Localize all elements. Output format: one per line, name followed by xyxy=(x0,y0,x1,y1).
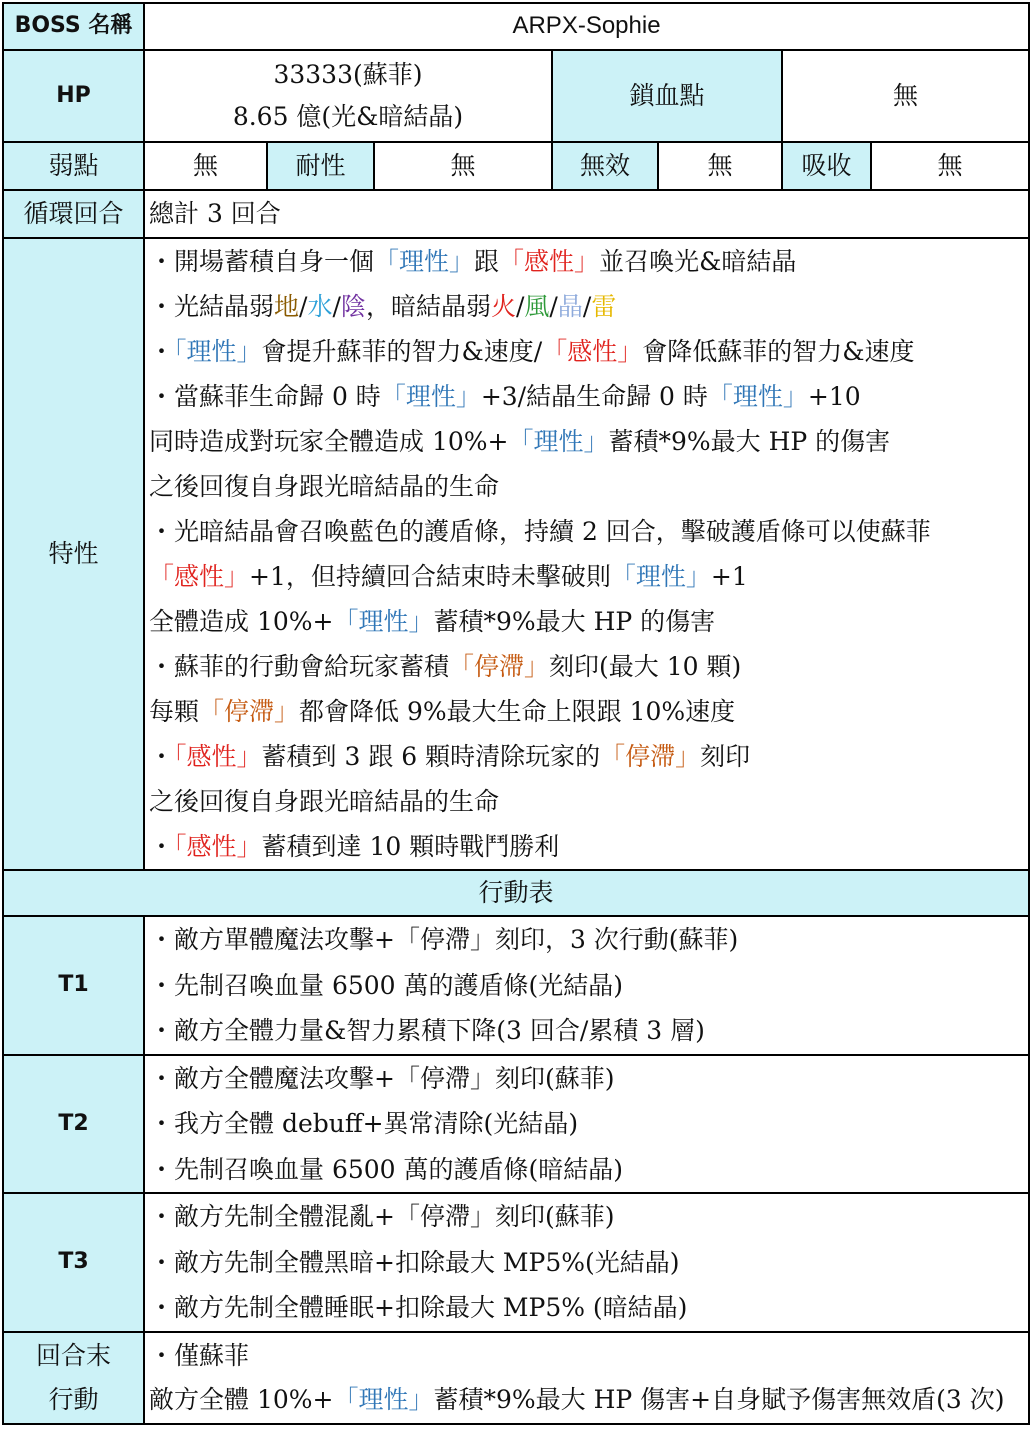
highlighted-term: 「理性」 xyxy=(374,247,475,276)
trait-line xyxy=(149,554,1028,599)
text-segment: / xyxy=(332,292,341,321)
trait-line xyxy=(149,779,1028,824)
end-turn-label-line2: 行動 xyxy=(48,1384,99,1414)
text-segment: / xyxy=(582,292,592,321)
hp-row xyxy=(3,50,1029,142)
highlighted-term: 「停滯」 xyxy=(449,652,550,681)
action-line: ・敵方先制全體黑暗+扣除最大 MP5%(光結晶) xyxy=(149,1247,680,1277)
text-segment: +1 xyxy=(710,562,748,591)
text-segment: 刻印 xyxy=(700,742,751,771)
end-turn-actions xyxy=(144,1332,1029,1424)
text-segment: 全體造成 10%+ xyxy=(149,607,334,636)
highlighted-term: 「感性」 xyxy=(174,832,262,861)
boss-name-value: ARPX-Sophie xyxy=(144,3,1029,50)
text-segment: ・ xyxy=(149,742,175,771)
cycle-row xyxy=(3,190,1029,238)
highlighted-term: 雷 xyxy=(591,292,617,321)
trait-line xyxy=(149,374,1028,419)
highlighted-term: 風 xyxy=(524,292,550,321)
action-header-row xyxy=(3,870,1029,916)
action-line: ・我方全體 debuff+異常清除(光結晶) xyxy=(149,1109,579,1138)
text-segment: 之後回復自身跟光暗結晶的生命 xyxy=(149,472,500,501)
text-segment: 蓄積*9%最大 HP 傷害+自身賦予傷害無效盾(3 次) xyxy=(433,1384,1005,1414)
turn-row-3 xyxy=(3,1193,1029,1332)
text-segment: ・ xyxy=(149,832,175,861)
turn-row-2 xyxy=(3,1055,1029,1194)
text-segment: +1，但持續回合結束時未擊破則 xyxy=(249,562,611,591)
action-line: ・敵方全體魔法攻擊+「停滯」刻印(蘇菲) xyxy=(149,1063,615,1093)
weakness-label: 弱點 xyxy=(3,142,144,190)
highlighted-term: 「感性」 xyxy=(542,337,643,366)
turn-label: T3 xyxy=(3,1193,144,1332)
end-turn-row xyxy=(3,1332,1029,1424)
boss-name-label: BOSS 名稱 xyxy=(3,3,144,50)
highlighted-term: 「理性」 xyxy=(610,562,711,591)
trait-line xyxy=(149,329,1028,374)
boss-name-row xyxy=(3,3,1029,50)
text-segment: ・光暗結晶會召喚藍色的護盾條，持續 2 回合，擊破護盾條可以使蘇菲 xyxy=(149,517,931,546)
resist-label: 耐性 xyxy=(267,142,374,190)
text-segment: / xyxy=(549,292,558,321)
trait-line xyxy=(149,239,1028,284)
action-line: ・先制召喚血量 6500 萬的護盾條(光結晶) xyxy=(149,970,624,1000)
end-turn-label-line1: 回合末 xyxy=(35,1340,111,1370)
trait-line xyxy=(149,284,1028,329)
highlighted-term: 「理性」 xyxy=(707,382,808,411)
text-segment: ・ xyxy=(149,337,175,366)
text-segment: 會提升蘇菲的智力&速度/ xyxy=(261,337,543,366)
text-segment: +3/結晶生命歸 0 時 xyxy=(480,382,708,411)
action-line: ・敵方單體魔法攻擊+「停滯」刻印，3 次行動(蘇菲) xyxy=(149,925,739,954)
trait-line xyxy=(149,644,1028,689)
end-turn-line2 xyxy=(149,1378,1028,1422)
hp-value-line2: 8.65 億(光&暗結晶) xyxy=(232,102,464,131)
highlighted-term: 晶 xyxy=(557,292,583,321)
highlighted-term: 「感性」 xyxy=(149,562,250,591)
action-line: ・敵方全體力量&智力累積下降(3 回合/累積 3 層) xyxy=(149,1016,705,1045)
trait-line xyxy=(149,464,1028,509)
text-segment: 會降低蘇菲的智力&速度 xyxy=(642,337,915,366)
trait-line xyxy=(149,824,1028,869)
action-table-header: 行動表 xyxy=(3,870,1029,916)
highlighted-term: 火 xyxy=(490,292,516,321)
text-segment: 並召喚光&暗結晶 xyxy=(599,247,797,276)
text-segment: ，暗結晶弱 xyxy=(365,292,491,321)
text-segment: 蓄積*9%最大 HP 的傷害 xyxy=(433,607,716,636)
text-segment: ・當蘇菲生命歸 0 時 xyxy=(149,382,381,411)
end-turn-line1: ・僅蘇菲 xyxy=(149,1340,250,1370)
highlighted-term: 水 xyxy=(307,292,333,321)
traits-row xyxy=(3,238,1029,870)
highlighted-term: 「理性」 xyxy=(380,382,481,411)
highlighted-term: 「理性」 xyxy=(333,607,434,636)
highlighted-term: 「理性」 xyxy=(174,337,262,366)
highlighted-term: 「停滯」 xyxy=(199,697,300,726)
action-line: ・先制召喚血量 6500 萬的護盾條(暗結晶) xyxy=(149,1154,624,1184)
nullify-label: 無效 xyxy=(552,142,658,190)
boss-info-sheet xyxy=(2,2,1028,1425)
trait-line xyxy=(149,689,1028,734)
text-segment: ・光結晶弱 xyxy=(149,292,275,321)
end-turn-label xyxy=(3,1332,144,1424)
text-segment: 蓄積到 3 跟 6 顆時清除玩家的 xyxy=(261,742,601,771)
hp-value xyxy=(144,50,552,142)
turn-label: T1 xyxy=(3,916,144,1055)
text-segment: 每顆 xyxy=(149,697,200,726)
traits-content xyxy=(144,238,1029,870)
highlighted-term: 「理性」 xyxy=(508,427,609,456)
highlighted-term: 「感性」 xyxy=(174,742,262,771)
trait-line xyxy=(149,599,1028,644)
text-segment: 之後回復自身跟光暗結晶的生命 xyxy=(149,787,500,816)
turn-actions xyxy=(144,1055,1029,1194)
lock-hp-value: 無 xyxy=(782,50,1029,142)
text-segment: 刻印(最大 10 顆) xyxy=(549,652,742,681)
absorb-value: 無 xyxy=(871,142,1029,190)
hp-value-line1: 33333(蘇菲) xyxy=(273,60,423,89)
turn-row-1 xyxy=(3,916,1029,1055)
text-segment: ・蘇菲的行動會給玩家蓄積 xyxy=(149,652,450,681)
lock-hp-label: 鎖血點 xyxy=(552,50,782,142)
text-segment: 蓄積*9%最大 HP 的傷害 xyxy=(608,427,891,456)
cycle-value: 總計 3 回合 xyxy=(144,190,1029,238)
text-segment: / xyxy=(299,292,308,321)
highlighted-term: 陰 xyxy=(340,292,366,321)
nullify-value: 無 xyxy=(658,142,782,190)
turn-actions xyxy=(144,1193,1029,1332)
text-segment: 跟 xyxy=(474,247,500,276)
trait-line xyxy=(149,419,1028,464)
text-segment: 同時造成對玩家全體造成 10%+ xyxy=(149,427,509,456)
trait-line xyxy=(149,509,1028,554)
turn-actions xyxy=(144,916,1029,1055)
text-segment: / xyxy=(515,292,525,321)
absorb-label: 吸收 xyxy=(782,142,871,190)
highlighted-term: 「停滯」 xyxy=(600,742,701,771)
text-segment: ・開場蓄積自身一個 xyxy=(149,247,375,276)
text-segment: +10 xyxy=(807,382,861,411)
turn-label: T2 xyxy=(3,1055,144,1194)
text-segment: 蓄積到達 10 顆時戰鬥勝利 xyxy=(261,832,560,861)
action-line: ・敵方先制全體睡眠+扣除最大 MP5% (暗結晶) xyxy=(149,1293,688,1322)
highlighted-term: 地 xyxy=(274,292,300,321)
highlighted-term: 「感性」 xyxy=(499,247,600,276)
action-line: ・敵方先制全體混亂+「停滯」刻印(蘇菲) xyxy=(149,1202,615,1231)
text-segment: 都會降低 9%最大生命上限跟 10%速度 xyxy=(299,697,736,726)
weakness-value: 無 xyxy=(144,142,267,190)
traits-label: 特性 xyxy=(3,238,144,870)
boss-info-table xyxy=(2,2,1030,1425)
resist-value: 無 xyxy=(374,142,552,190)
weakness-row xyxy=(3,142,1029,190)
cycle-label: 循環回合 xyxy=(3,190,144,238)
text-segment: 敵方全體 10%+ xyxy=(149,1384,334,1414)
hp-label: HP xyxy=(3,50,144,142)
highlighted-term: 「理性」 xyxy=(333,1384,434,1414)
trait-line xyxy=(149,734,1028,779)
